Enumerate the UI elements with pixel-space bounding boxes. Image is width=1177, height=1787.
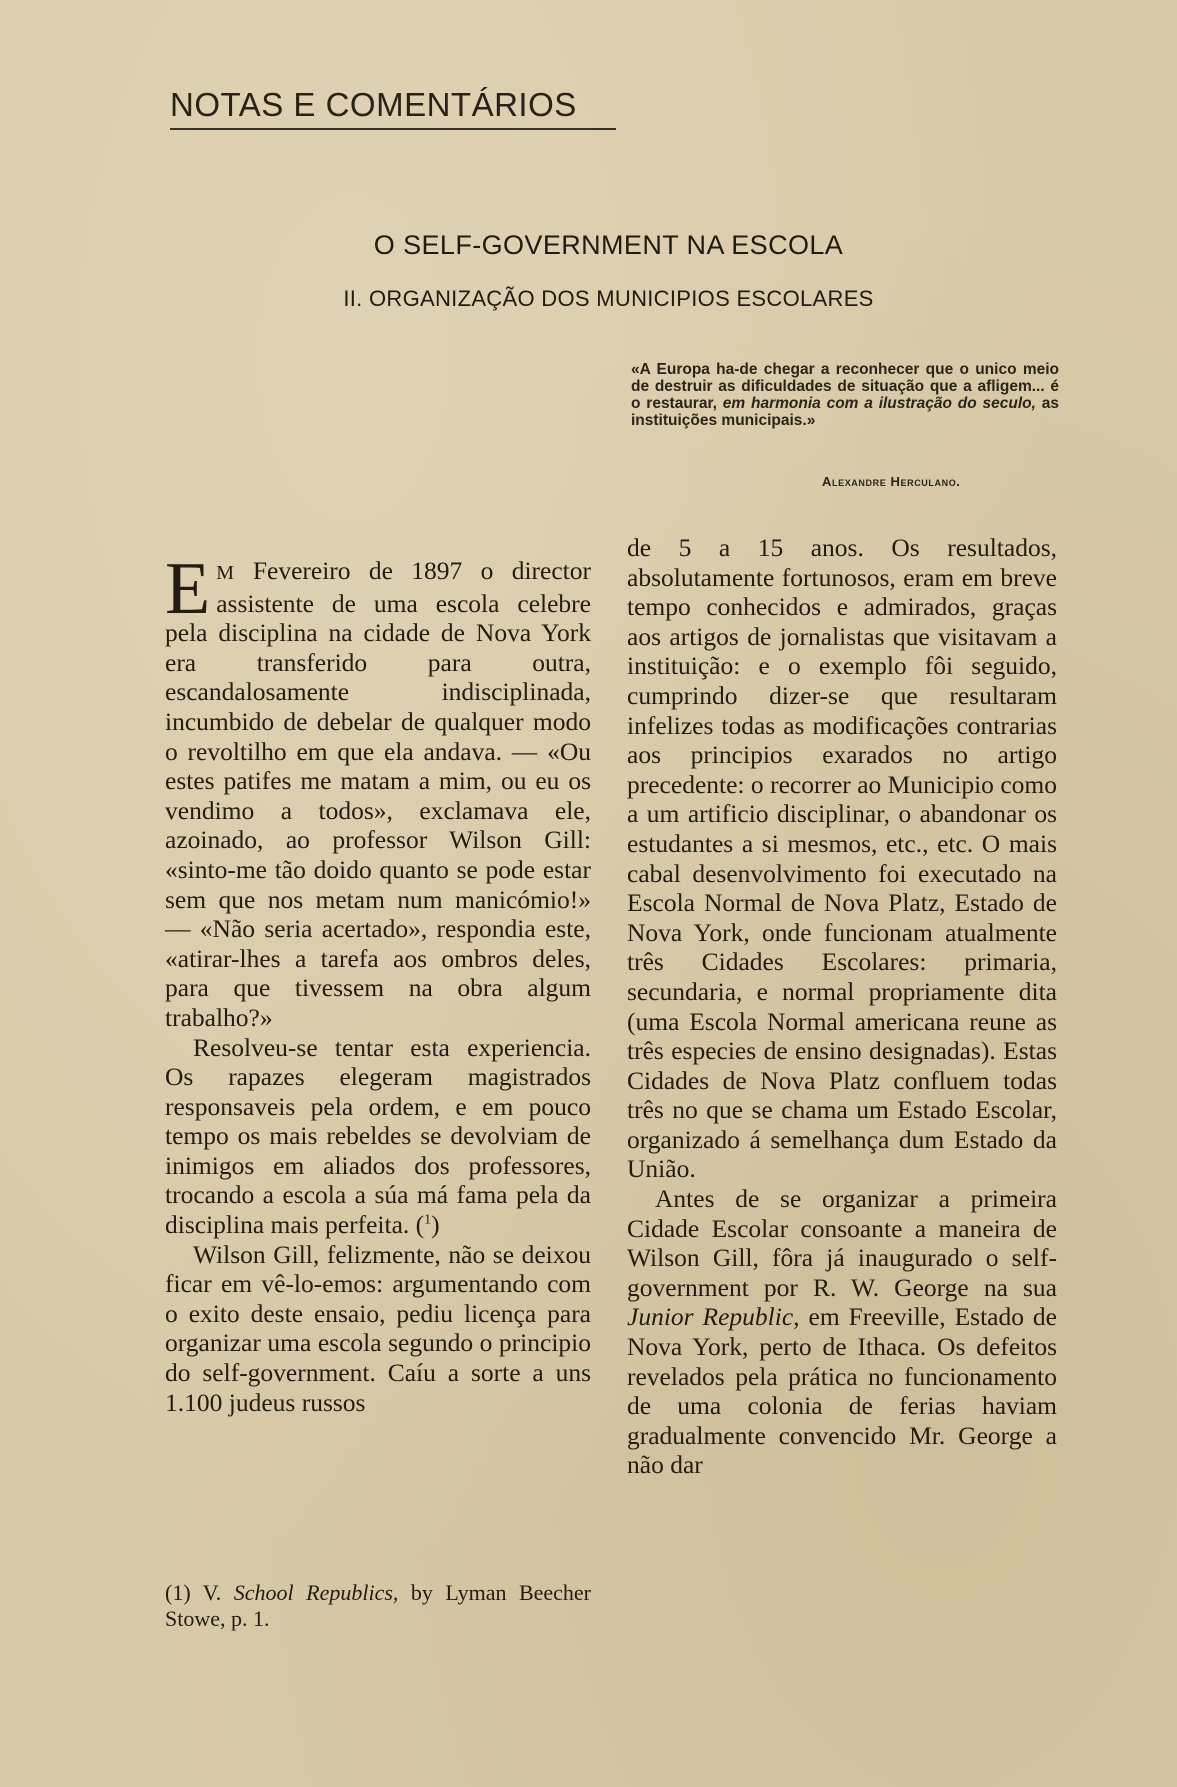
paragraph-text-end: em Freeville, Estado de Nova York, perto de Ithaca. Os defeitos revelados pela prática no funcionamento de uma colonia de ferias haviam gradualmente convencido Mr. George a não dar	[627, 1302, 1057, 1480]
article-subtitle: II. ORGANIZAÇÃO DOS MUNICIPIOS ESCOLARES	[343, 286, 874, 311]
footnote-text-end: by Lyman Beecher Stowe, p. 1.	[165, 1580, 592, 1631]
paragraph	[165, 1240, 591, 1418]
paragraph-italic: Junior Republic,	[627, 1302, 800, 1332]
epigraph-text-end: as instituições municipais.»	[631, 395, 1059, 429]
footnote-text: V.	[190, 1580, 234, 1605]
right-column	[627, 533, 1057, 1480]
paragraph-text-end: )	[431, 1210, 440, 1240]
paragraph-text: Wilson Gill, felizmente, não se deixou ficar em vê-lo-emos: argumentando com o exito deste ensaio, pediu licença para organizar uma escola segundo o principio do self-government. Caíu a sorte a uns 1.100 judeus russos	[165, 1239, 591, 1417]
running-head: NOTAS E COMENTÁRIOS	[170, 86, 577, 123]
paragraph	[165, 1033, 591, 1240]
paragraph-text: Resolveu-se tentar esta experiencia. Os rapazes elegeram magistrados responsaveis pela ordem, e em pouco tempo os mais rebeldes se devolviam de inimigos em aliados dos professores, trocando a escola a súa má fama pela da disciplina mais perfeita. (	[165, 1032, 591, 1240]
paragraph	[627, 1184, 1057, 1480]
paragraph-text: Fevereiro de 1897 o director assistente de uma escola celebre pela disciplina na cidade de Nova York era transferido para outra, escandalosamente indisciplinada, incumbido de debelar de qualquer modo o revoltilho em que ela andava. — «Ou estes patifes me matam a mim, ou eu os vendimo a todos», exclamava ele, azoinado, ao professor Wilson Gill: «sinto-me tão doido quanto se pode estar sem que nos metam num manicómio!» — «Não seria acertado», respondia este, «atirar-lhes a tarefa aos ombros deles, para que tivessem na obra algum trabalho?»	[165, 556, 592, 1032]
epigraph-author: Alexandre Herculano.	[822, 474, 961, 489]
drop-cap-rest: M	[216, 562, 235, 584]
paragraph-text: Antes de se organizar a primeira Cidade Escolar consoante a maneira de Wilson Gill, fôra já inaugurado o self-government por R. W. George na sua	[627, 1184, 1057, 1302]
epigraph-italic: em harmonia com a ilustração do seculo,	[722, 395, 1036, 412]
drop-cap: E	[165, 548, 211, 630]
epigraph-text: «A Europa ha-de chegar a reconhecer que o unico meio de destruir as dificuldades de situação que a afligem... é o restaurar,	[631, 361, 1059, 412]
paragraph	[627, 533, 1057, 1184]
running-head-rule	[170, 128, 616, 130]
paragraph-text: de 5 a 15 anos. Os resultados, absolutamente fortunosos, eram em breve tempo conhecidos e admirados, graças aos artigos de jornalistas que visitavam a instituição: e o exemplo fôi seguido, cumprindo dizer-se que resultaram infelizes todas as modificações contrarias aos principios exarados no artigo precedente: o recorrer ao Municipio como a um artificio disciplinar, o abandonar os estudantes a si mesmos, etc., etc. O mais cabal desenvolvimento foi executado na Escola Normal de Nova Platz, Estado de Nova York, onde funcionam atualmente três Cidades Escolares: primaria, secundaria, e normal propriamente dita (uma Escola Normal americana reune as três especies de ensino designadas). Estas Cidades de Nova Platz confluem todas três no que se chama um Estado Escolar, organizado á semelhança dum Estado da União.	[627, 533, 1057, 1184]
left-column	[165, 548, 592, 1417]
footnote-ref: 1	[424, 1212, 432, 1228]
footnote-italic: School Republics,	[233, 1580, 399, 1605]
article-title: O SELF-GOVERNMENT NA ESCOLA	[373, 230, 844, 260]
footnote-mark: (1)	[165, 1580, 191, 1605]
footnote	[165, 1580, 591, 1632]
paragraph	[165, 548, 592, 1033]
epigraph	[631, 361, 1059, 429]
